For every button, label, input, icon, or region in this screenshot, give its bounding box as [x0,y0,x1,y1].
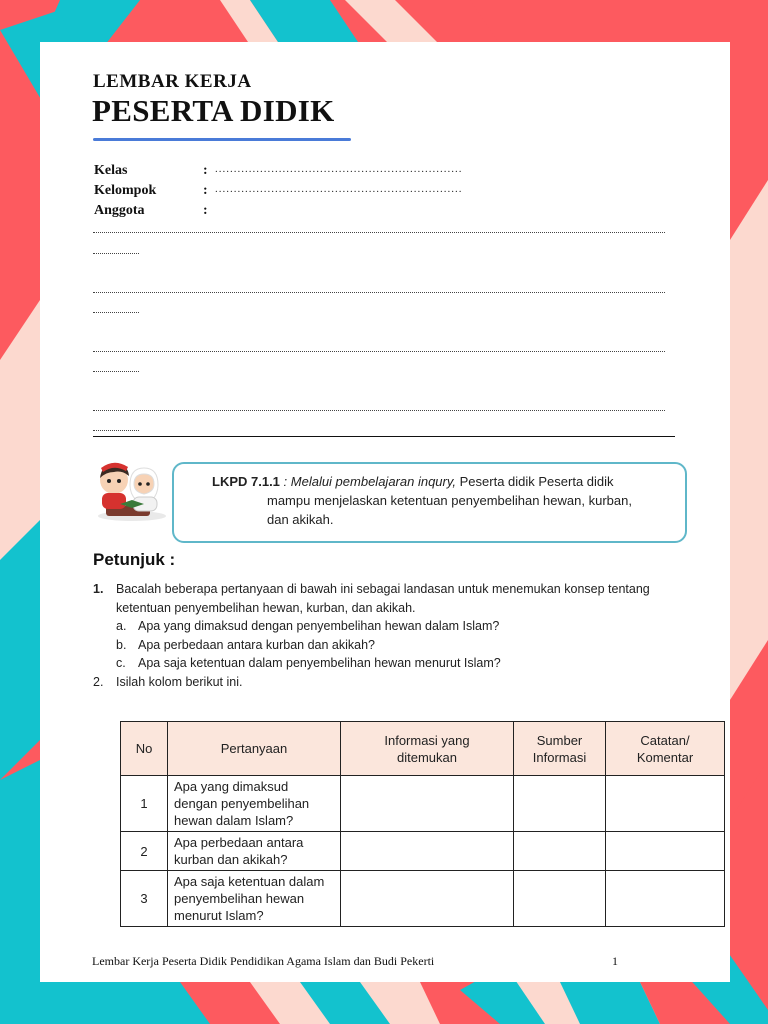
field-colon: : [203,183,208,198]
header-underline [93,138,351,141]
answer-cell-source[interactable] [514,832,606,871]
worksheet-page [40,42,730,982]
row-question: Apa saja ketentuan dalam penyembelihan hewan menurut Islam? [168,871,341,927]
answer-cell-information[interactable] [341,832,514,871]
lkpd-separator: : [279,474,291,489]
answer-cell-notes[interactable] [606,776,725,832]
member-line-4-cont [93,430,139,431]
step-text: Isilah kolom berikut ini. [116,675,243,689]
header-subtitle: LEMBAR KERJA [93,71,252,92]
question-letter: b. [116,638,127,652]
page-number: 1 [612,954,618,968]
lkpd-method: Melalui pembelajaran inqury, [290,474,457,489]
field-blank: .................................................................. [215,183,463,195]
row-number: 1 [121,776,168,832]
member-line-3[interactable] [93,351,665,352]
learning-objective-box [172,462,687,543]
field-colon: : [203,203,208,218]
header-title: PESERTA DIDIK [92,93,335,128]
column-header-question: Pertanyaan [168,722,341,776]
step-number: 1. [93,582,104,596]
table-row [121,832,725,871]
row-question: Apa perbedaan antara kurban dan akikah? [168,832,341,871]
row-number: 2 [121,832,168,871]
member-line-2[interactable] [93,292,665,293]
question-letter: c. [116,656,126,670]
table-header-row [121,722,725,776]
answer-table [120,721,725,927]
footer-title: Lembar Kerja Peserta Didik Pendidikan Agama Islam dan Budi Pekerti [92,954,435,968]
column-header-notes: Catatan/ Komentar [606,722,725,776]
field-colon: : [203,163,208,178]
column-header-information: Informasi yang ditemukan [341,722,514,776]
step-text: Bacalah beberapa pertanyaan di bawah ini sebagai landasan untuk menemukan konsep tentang [116,582,650,596]
column-header-no: No [121,722,168,776]
field-label: Kelompok [94,183,157,198]
row-number: 3 [121,871,168,927]
lkpd-line3: dan akikah. [267,512,334,527]
column-header-source: Sumber Informasi [514,722,606,776]
member-line-3-cont [93,371,139,372]
table-row [121,776,725,832]
lkpd-line1: Peserta didik Peserta didik [456,474,614,489]
section-divider [93,436,675,437]
field-blank: .................................................................. [215,163,463,175]
row-question: Apa yang dimaksud dengan penyembelihan hewan dalam Islam? [168,776,341,832]
member-line-1[interactable] [93,232,665,233]
member-line-4[interactable] [93,410,665,411]
field-label: Anggota [94,203,145,218]
field-label: Kelas [94,163,128,178]
member-line-2-cont [93,312,139,313]
instructions-heading: Petunjuk : [93,550,176,569]
answer-cell-source[interactable] [514,871,606,927]
member-line-1-cont [93,253,139,254]
step-number: 2. [93,675,104,689]
question-text: Apa perbedaan antara kurban dan akikah? [138,638,375,652]
lkpd-code: LKPD 7.1.1 [212,474,280,489]
students-reading-icon [92,460,170,522]
answer-cell-information[interactable] [341,871,514,927]
answer-cell-notes[interactable] [606,832,725,871]
question-letter: a. [116,619,127,633]
table-row [121,871,725,927]
question-text: Apa yang dimaksud dengan penyembelihan hewan dalam Islam? [138,619,500,633]
lkpd-line2: mampu menjelaskan ketentuan penyembelihan hewan, kurban, [267,493,632,508]
step-text: ketentuan penyembelihan hewan, kurban, dan akikah. [116,601,416,615]
answer-cell-information[interactable] [341,776,514,832]
question-text: Apa saja ketentuan dalam penyembelihan hewan menurut Islam? [138,656,501,670]
answer-cell-source[interactable] [514,776,606,832]
answer-cell-notes[interactable] [606,871,725,927]
